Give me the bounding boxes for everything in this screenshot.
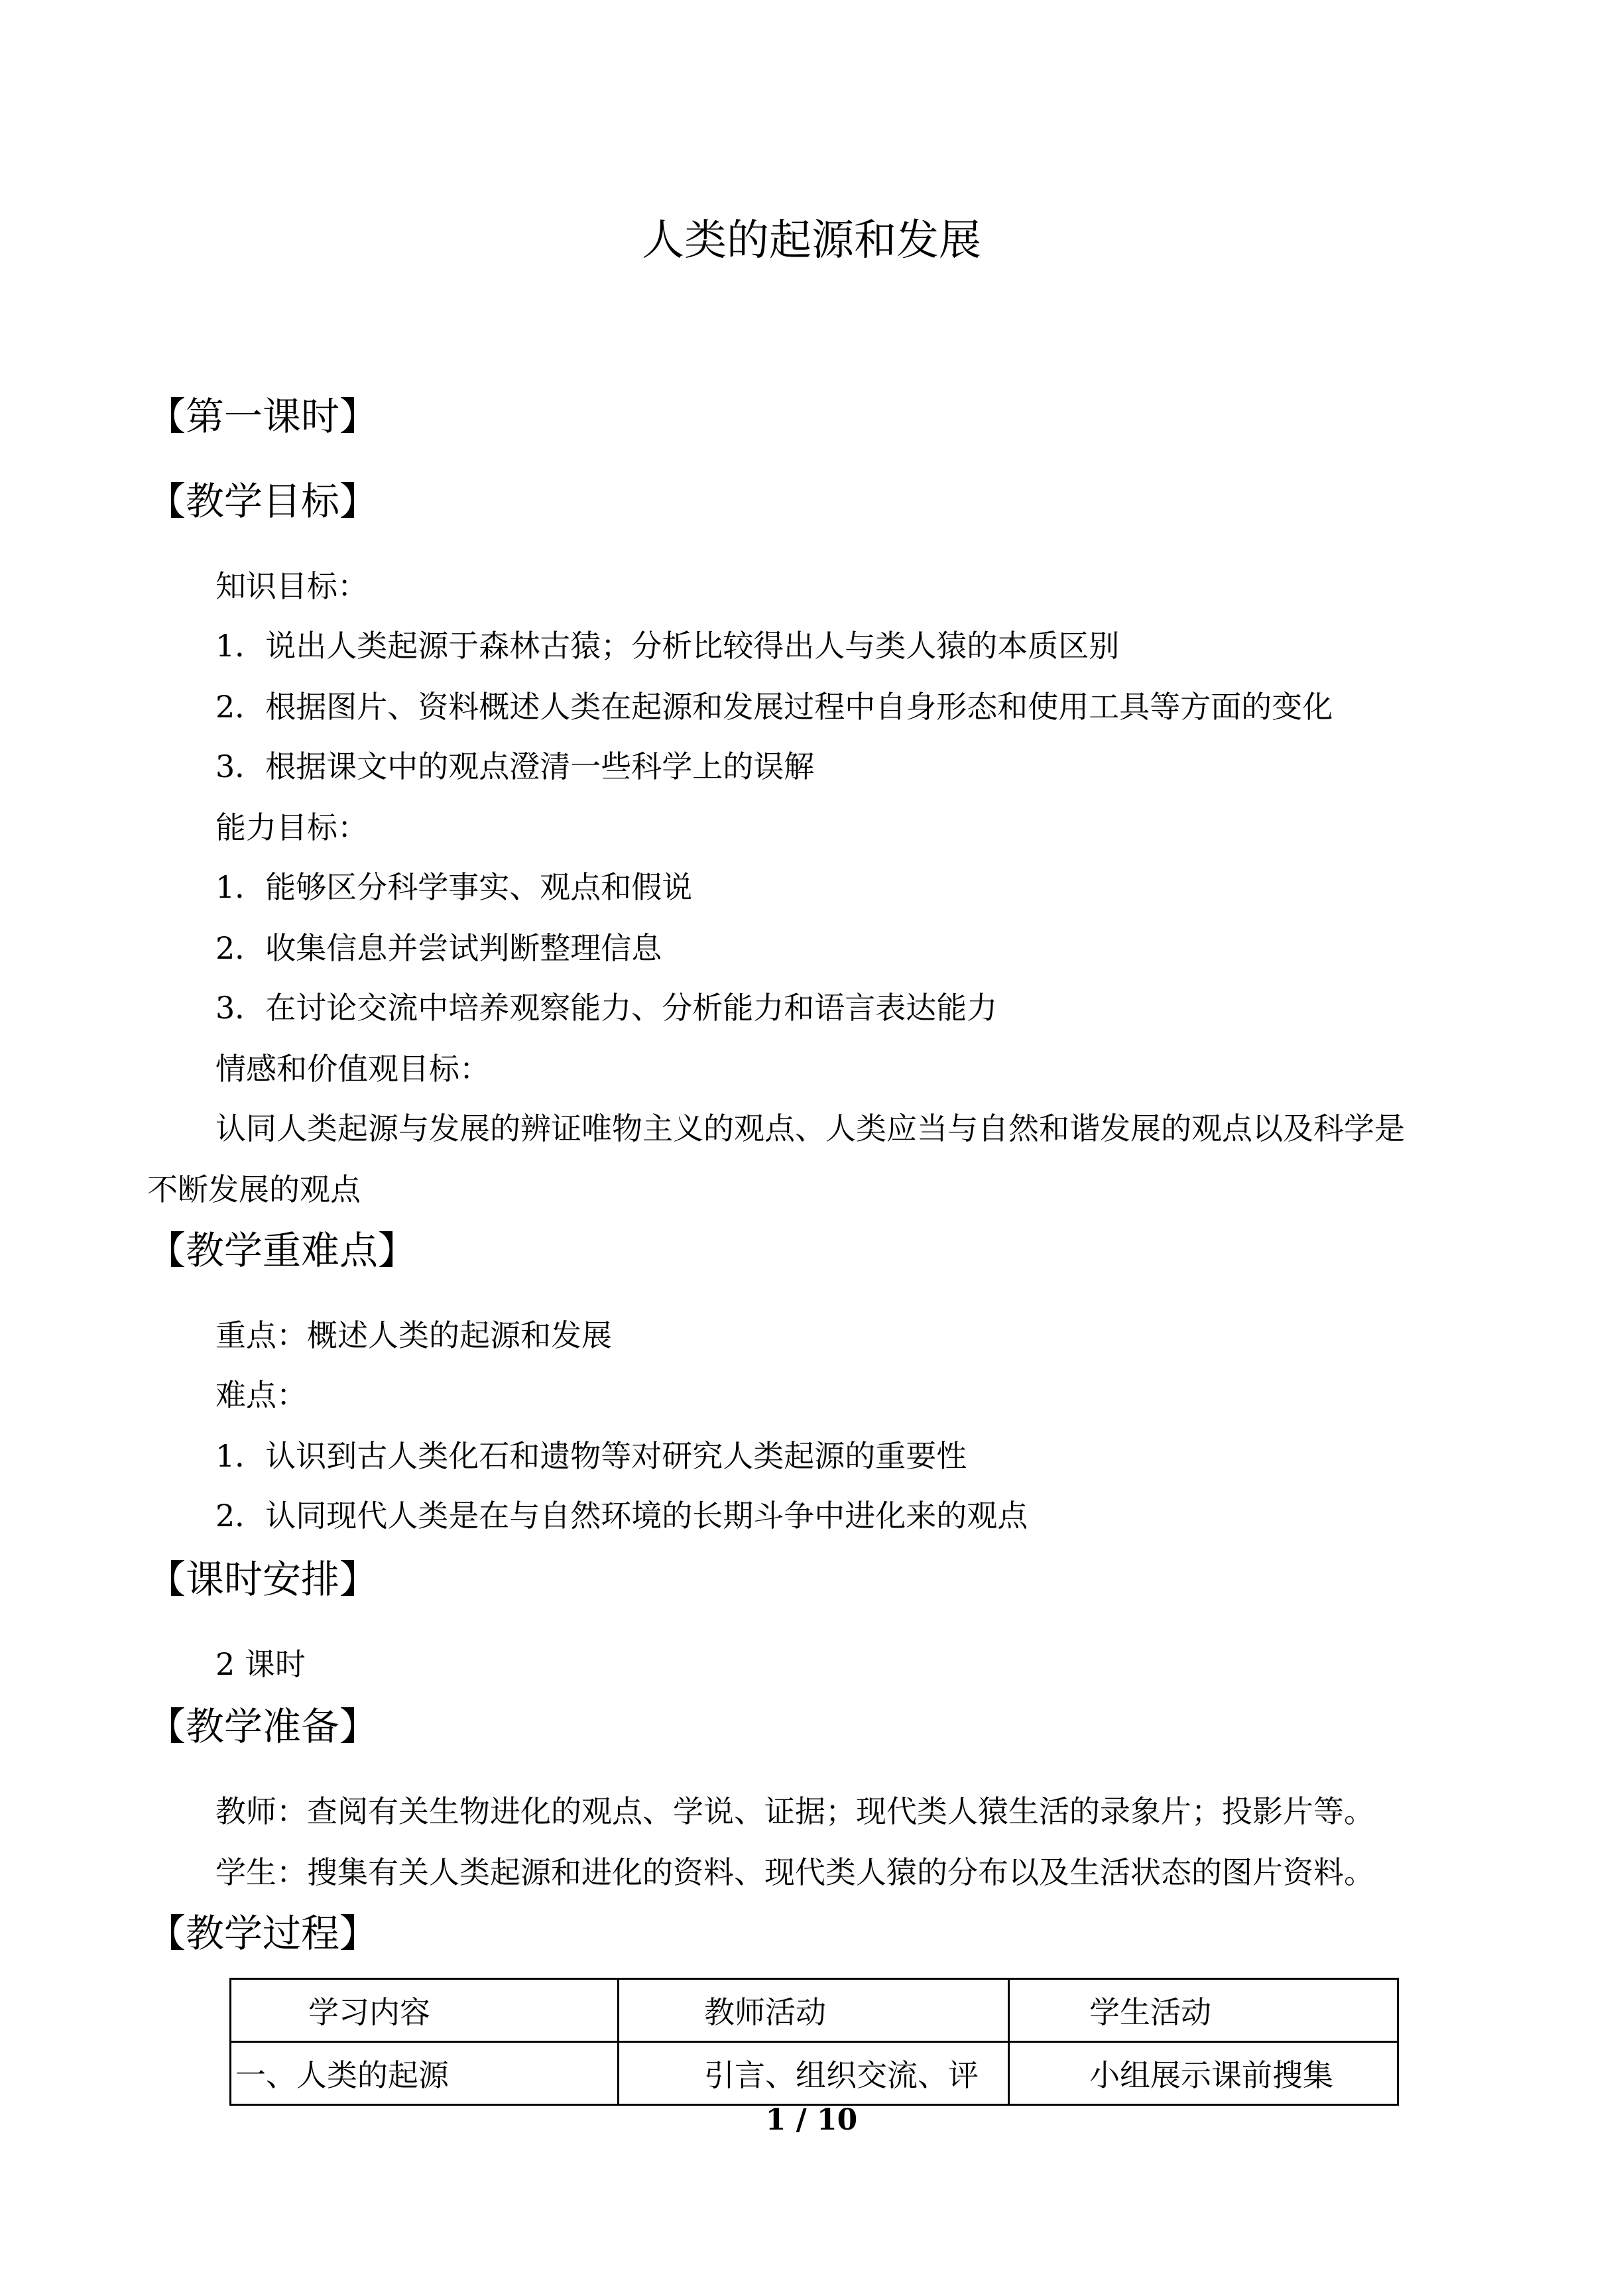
table-cell [1008,2042,1398,2105]
ability-label: 能力目标： [215,810,368,845]
knowledge-label: 知识目标： [215,568,368,604]
cell-teacher-activity: 引言、组织交流、评 [703,2057,979,2093]
section-heading-key-points: 【教学重难点】 [147,1228,417,1273]
header-student-activity: 学生活动 [1089,1994,1211,2030]
emotion-text-continued: 不断发展的观点 [147,1172,361,1207]
process-table [229,1978,1399,2106]
section-heading-preparation: 【教学准备】 [147,1704,379,1749]
knowledge-item: 3．根据课文中的观点澄清一些科学上的误解 [215,749,815,784]
section-heading-schedule: 【课时安排】 [147,1557,379,1602]
page-number: 1 / 10 [765,2103,858,2137]
difficulty-item: 2．认同现代人类是在与自然环境的长期斗争中进化来的观点 [215,1498,1028,1534]
header-teacher-activity: 教师活动 [703,1994,826,2030]
key-point: 重点：概述人类的起源和发展 [215,1317,612,1353]
ability-item: 3．在讨论交流中培养观察能力、分析能力和语言表达能力 [215,990,998,1026]
prep-student: 学生：搜集有关人类起源和进化的资料、现代类人猿的分布以及生活状态的图片资料。 [215,1854,1374,1890]
table-header-row [231,1979,1398,2042]
table-cell [231,2042,619,2105]
section-heading-lesson: 【第一课时】 [147,394,379,439]
ability-item: 1．能够区分科学事实、观点和假说 [215,869,693,905]
emotion-label: 情感和价值观目标： [215,1051,490,1087]
table-cell [618,2042,1008,2105]
header-learning-content: 学习内容 [308,1994,430,2030]
section-heading-objectives: 【教学目标】 [147,479,379,524]
difficulty-label: 难点： [215,1377,307,1413]
cell-student-activity: 小组展示课前搜集 [1089,2057,1333,2093]
knowledge-item: 2．根据图片、资料概述人类在起源和发展过程中自身形态和使用工具等方面的变化 [215,689,1333,725]
difficulty-item: 1．认识到古人类化石和遗物等对研究人类起源的重要性 [215,1438,967,1474]
table-header-cell [618,1979,1008,2042]
table-row [231,2042,1398,2105]
prep-teacher: 教师：查阅有关生物进化的观点、学说、证据；现代类人猿生活的录象片；投影片等。 [215,1793,1374,1829]
table-header-cell [1008,1979,1398,2042]
cell-learning-content: 一、人类的起源 [235,2057,449,2093]
section-heading-process: 【教学过程】 [147,1911,379,1956]
schedule-text: 2 课时 [215,1646,306,1682]
emotion-text: 认同人类起源与发展的辨证唯物主义的观点、人类应当与自然和谐发展的观点以及科学是 [215,1111,1405,1146]
knowledge-item: 1．说出人类起源于森林古猿；分析比较得出人与类人猿的本质区别 [215,628,1120,664]
ability-item: 2．收集信息并尝试判断整理信息 [215,930,662,966]
page-title: 人类的起源和发展 [642,216,981,265]
table-header-cell [231,1979,619,2042]
